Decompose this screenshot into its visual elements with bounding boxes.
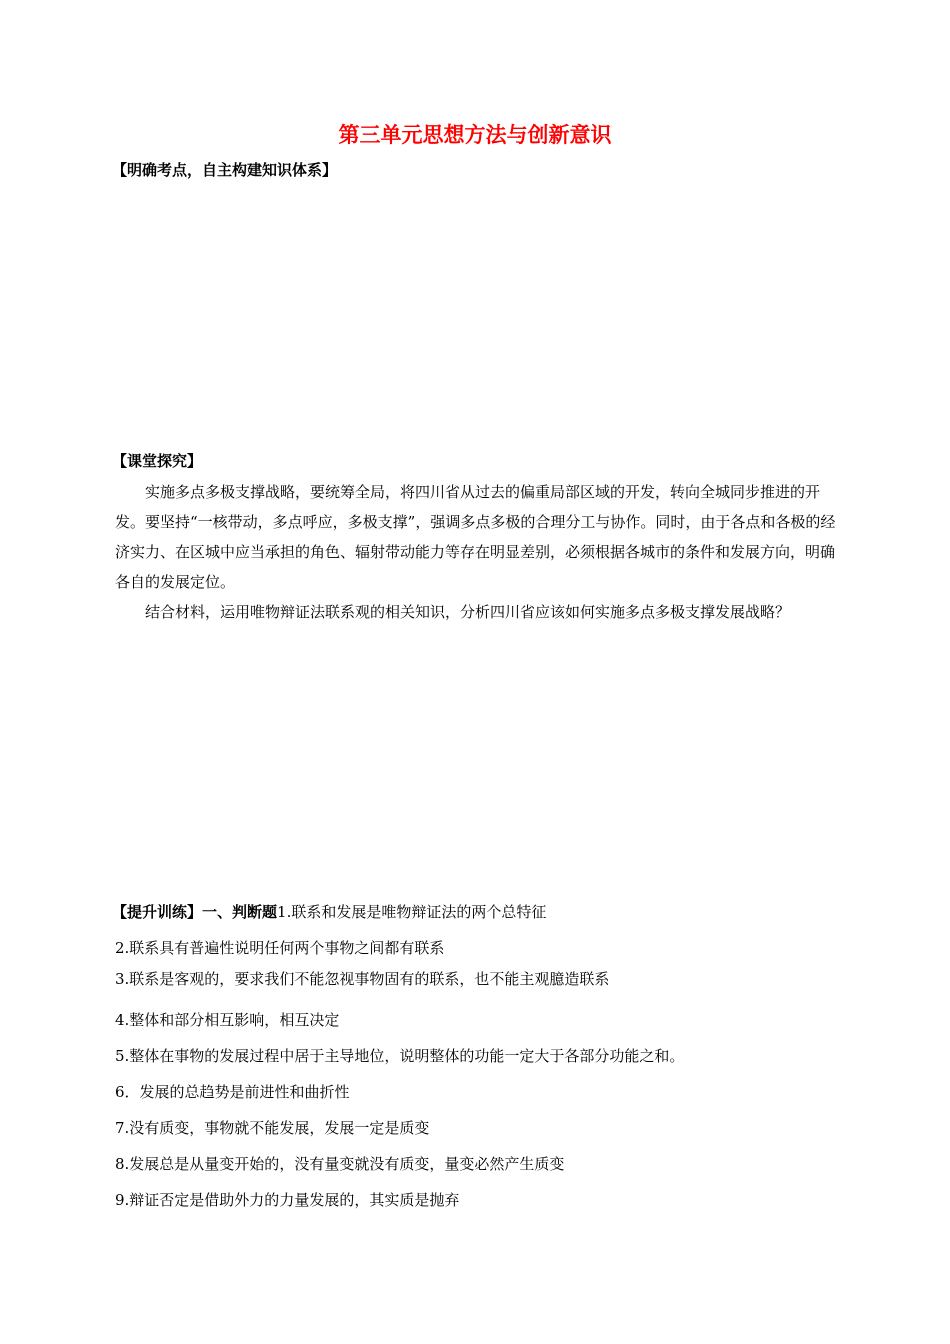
judge-item: 5.整体在事物的发展过程中居于主导地位，说明整体的功能一定大于各部分功能之和。 <box>115 1047 685 1065</box>
judge-item-text: 1.联系和发展是唯物辩证法的两个总特征 <box>277 903 547 921</box>
judge-item: 2.联系具有普遍性说明任何两个事物之间都有联系 <box>115 939 445 957</box>
section-heading-inquiry: 【课堂探究】 <box>112 452 203 470</box>
judge-item: 7.没有质变，事物就不能发展，发展一定是质变 <box>115 1119 430 1137</box>
section-heading-knowledge: 【明确考点，自主构建知识体系】 <box>112 161 338 179</box>
judge-item: 8.发展总是从量变开始的，没有量变就没有质变，量变必然产生质变 <box>115 1155 565 1173</box>
judge-item: 6．发展的总趋势是前进性和曲折性 <box>115 1083 350 1101</box>
judge-item <box>112 901 546 923</box>
judge-item: 4.整体和部分相互影响，相互决定 <box>115 1011 340 1029</box>
judge-item: 3.联系是客观的，要求我们不能忽视事物固有的联系，也不能主观臆造联系 <box>115 970 610 988</box>
inquiry-question-paragraph: 结合材料，运用唯物辩证法联系观的相关知识，分析四川省应该如何实施多点多极支撑发展战略？ <box>145 603 791 621</box>
judge-item: 9.辩证否定是借助外力的力量发展的，其实质是抛弃 <box>115 1191 460 1209</box>
section-heading-training: 【提升训练】 <box>112 903 203 921</box>
document-title: 第三单元思想方法与创新意识 <box>338 123 612 147</box>
inquiry-material-paragraph: 实施多点多极支撑战略，要统筹全局，将四川省从过去的偏重局部区域的开发，转向全城同步推进的开发。要坚持“一核带动，多点呼应，多极支撑”，强调多点多极的合理分工与协作。同时，由于各点和各极的经济实力、在区城中应当承担的角色、辐射带动能力等存在明显差别，必须根据各城市的条件和发展方向，明确各自的发展定位。 <box>115 483 836 591</box>
judge-heading: 一、判断题 <box>202 903 278 921</box>
